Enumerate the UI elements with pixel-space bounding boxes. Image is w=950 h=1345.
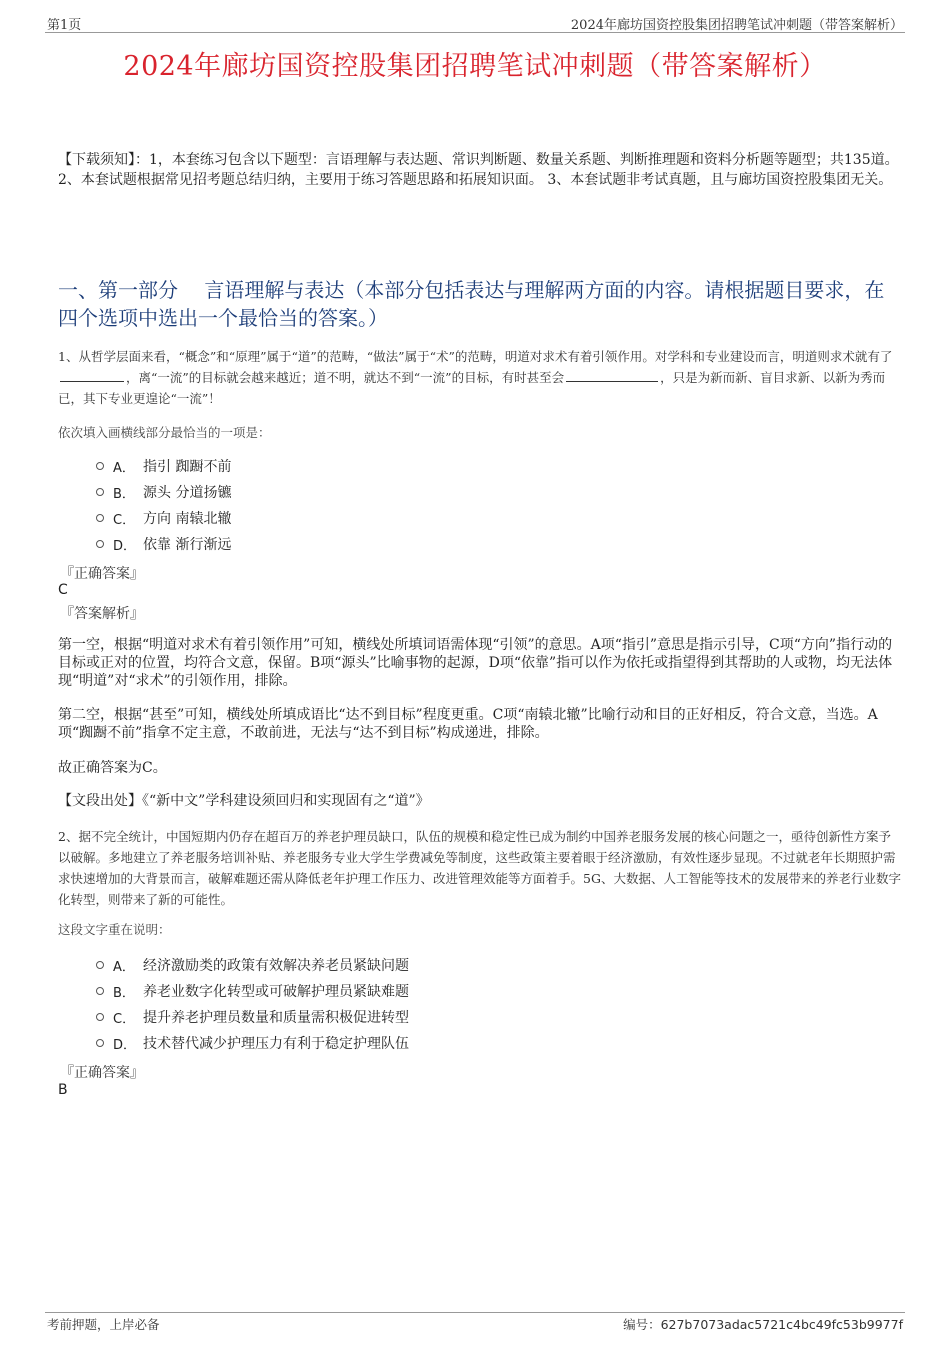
q2-prompt: 这段文字重在说明： <box>58 922 171 937</box>
q1-conclusion: 故正确答案为C。 <box>58 760 167 776</box>
q2-option-c[interactable]: C． 提升养老护理员数量和质量需积极促进转型 <box>96 1007 409 1027</box>
radio-icon[interactable] <box>96 462 104 470</box>
question-2-text: 2、据不完全统计，中国短期内仍存在超百万的养老护理员缺口，队伍的规模和稳定性已成为制约中国养老服务发展的核心问题之一，亟待创新性方案予以破解。多地建立了养老服务培训补贴、养老服务专业大学生学费减免等制度，这些政策主要着眼于经济激励，有效性逐步显现。不过就老年长期照护需求快速增加的大背景而言，破解难题还需从降低老年护理工作压力、改进管理效能等方面着手。5G、大数据、人工智能等技术的发展带来的养老行业数字化转型，则带来了新的可能性。 <box>58 829 901 907</box>
q1-option-b[interactable]: B． 源头 分道扬镳 <box>96 482 231 502</box>
radio-icon[interactable] <box>96 488 104 496</box>
q1-analysis-paragraph-1: 第一空，根据“明道对求术有着引领作用”可知，横线处所填词语需体现“引领”的意思。A项“指引”意思是指示引导，C项“方向”指行动的目标或正对的位置，均符合文意，保留。B项“源头”比喻事物的起源，D项“依靠”指可以作为依托或指望得到其帮助的人或物，均无法体现“明道”对“求术”的引领作用，排除。 <box>58 637 893 689</box>
q2-option-d[interactable]: D． 技术替代减少护理压力有利于稳定护理队伍 <box>96 1033 409 1053</box>
q1-blank-2 <box>566 369 658 382</box>
q1-text-part-c: ，只是为新而新、盲目求新、以新为秀而已，其下专业更遑论“一流”！ <box>58 370 886 406</box>
page-title: 2024年廊坊国资控股集团招聘笔试冲刺题（带答案解析） <box>123 51 827 82</box>
q1-option-c[interactable]: C． 方向 南辕北辙 <box>96 508 231 528</box>
q2-answer: B <box>58 1082 68 1098</box>
doc-id-code: 627b7073adac5721c4bc49fc53b9977f <box>660 1317 903 1332</box>
footer-divider <box>45 1312 905 1313</box>
header-doc-title: 2024年廊坊国资控股集团招聘笔试冲刺题（带答案解析） <box>570 18 903 33</box>
q2-answer-label: 『正确答案』 <box>60 1065 144 1081</box>
q1-text-part-b: ，离“一流”的目标就会越来越近；道不明，就达不到“一流”的目标，有时甚至会 <box>126 370 565 385</box>
q1-blank-1 <box>60 369 124 382</box>
page-number: 第1页 <box>47 18 82 33</box>
q1-prompt: 依次填入画横线部分最恰当的一项是： <box>58 425 271 440</box>
radio-icon[interactable] <box>96 987 104 995</box>
radio-icon[interactable] <box>96 514 104 522</box>
q2-option-b[interactable]: B． 养老业数字化转型或可破解护理员紧缺难题 <box>96 981 409 1001</box>
header-divider <box>45 32 905 33</box>
question-1-text <box>58 346 903 409</box>
q2-option-a[interactable]: A． 经济激励类的政策有效解决养老员紧缺问题 <box>96 955 409 975</box>
q1-analysis-label: 『答案解析』 <box>60 606 144 622</box>
download-notice: 【下载须知】：1，本套练习包含以下题型：言语理解与表达题、常识判断题、数量关系题、判断推理题和资料分析题等题型；共135道。 2、本套试题根据常见招考题总结归纳，主要用于练习答题思路和拓展知识面。 3、本套试题非考试真题，且与廊坊国资控股集团无关。 <box>58 152 899 188</box>
footer-slogan: 考前押题，上岸必备 <box>47 1317 160 1332</box>
q1-analysis-paragraph-2: 第二空，根据“甚至”可知，横线处所填成语比“达不到目标”程度更重。C项“南辕北辙”比喻行动和目的正好相反，符合文意，当选。A项“踟蹰不前”指拿不定主意，不敢前进，无法与“达不到目标”构成递进，排除。 <box>58 707 878 741</box>
radio-icon[interactable] <box>96 540 104 548</box>
q1-answer: C <box>58 582 68 598</box>
q1-text-part-a: 1、从哲学层面来看，“概念”和“原理”属于“道”的范畴，“做法”属于“术”的范畴，明道对求术有着引领作用。对学科和专业建设而言，明道则求术就有了 <box>58 349 893 364</box>
radio-icon[interactable] <box>96 1039 104 1047</box>
q1-source: 【文段出处】《“新中文”学科建设须回归和实现固有之“道”》 <box>58 793 430 809</box>
doc-id-label: 编号： <box>623 1317 661 1332</box>
radio-icon[interactable] <box>96 961 104 969</box>
q1-answer-label: 『正确答案』 <box>60 566 144 582</box>
section-heading: 一、第一部分 言语理解与表达（本部分包括表达与理解两方面的内容。请根据题目要求，在四个选项中选出一个最恰当的答案。） <box>58 278 885 330</box>
q1-option-d[interactable]: D． 依靠 渐行渐远 <box>96 534 231 554</box>
footer-doc-id <box>623 1315 903 1333</box>
radio-icon[interactable] <box>96 1013 104 1021</box>
q1-option-a[interactable]: A． 指引 踟蹰不前 <box>96 456 231 476</box>
